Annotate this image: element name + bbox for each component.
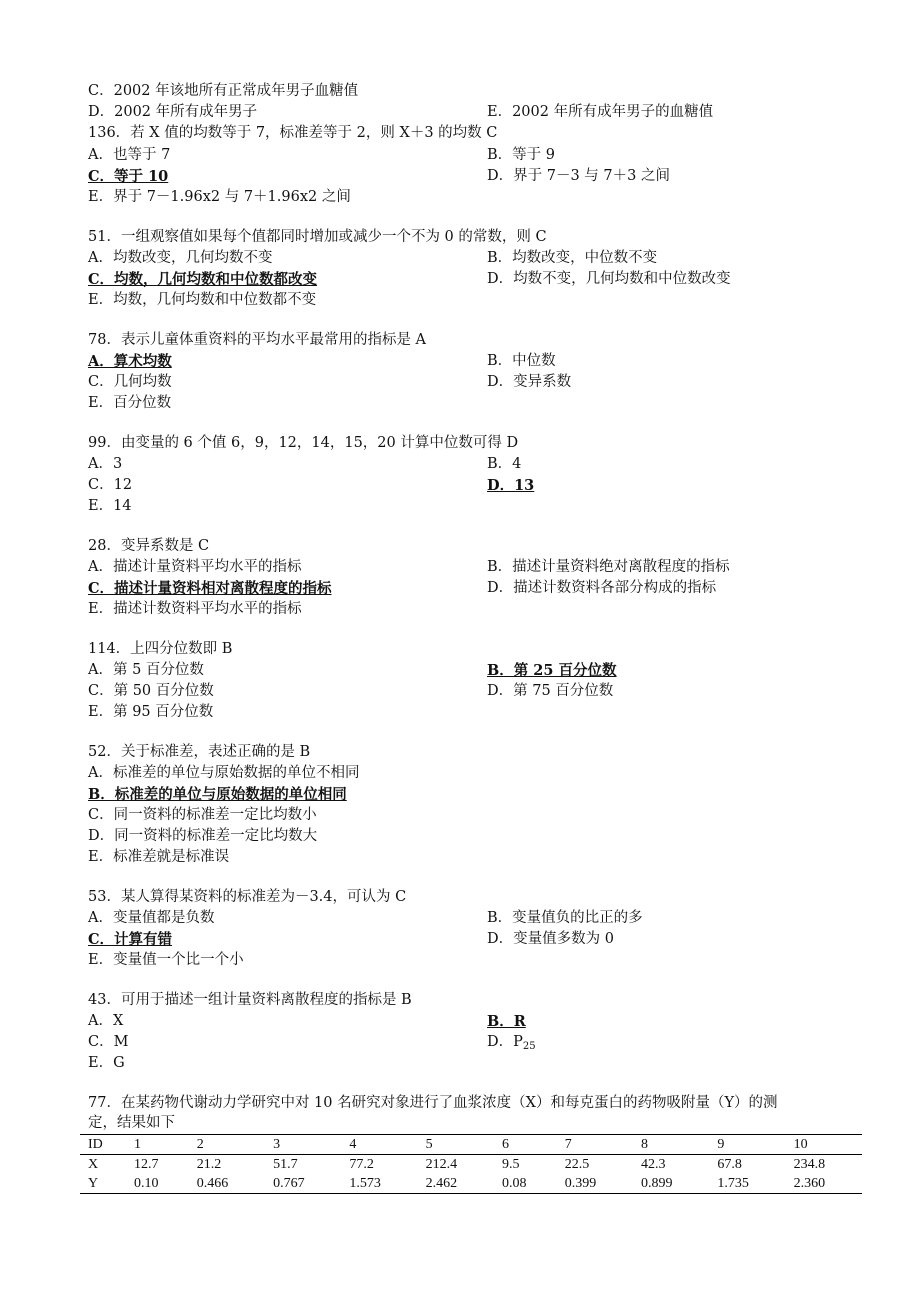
option-e: E．14 xyxy=(88,498,132,514)
option-e: E．百分位数 xyxy=(88,395,172,411)
table-cell: 0.466 xyxy=(189,1174,265,1194)
option-d-label: D．P xyxy=(487,1034,523,1050)
option-d: D．变异系数 xyxy=(487,374,572,390)
option-c: C．2002 年该地所有正常成年男子血糖值 xyxy=(88,83,359,99)
option-e: E．描述计数资料平均水平的指标 xyxy=(88,601,302,617)
option-c: C．第 50 百分位数 xyxy=(88,683,214,699)
table-cell: 0.899 xyxy=(633,1174,709,1194)
table-cell: 4 xyxy=(341,1135,417,1155)
option-c: C．几何均数 xyxy=(88,374,172,390)
question-78-stem: 78．表示儿童体重资料的平均水平最常用的指标是 A xyxy=(88,332,427,348)
table-cell: 42.3 xyxy=(641,1157,666,1172)
table-cell: 12.7 xyxy=(134,1157,159,1172)
option-a-answer: A．算术均数 xyxy=(88,353,172,370)
option-a: A．均数改变，几何均数不变 xyxy=(88,250,273,266)
table-row-y xyxy=(80,1174,862,1194)
option-d-answer: D．13 xyxy=(487,477,535,494)
option-a: A．也等于 7 xyxy=(88,147,171,163)
table-cell: 9 xyxy=(709,1135,785,1155)
option-c-answer: C．均数，几何均数和中位数都改变 xyxy=(88,271,318,288)
table-cell: 0.10 xyxy=(126,1174,189,1194)
option-d: D．第 75 百分位数 xyxy=(487,683,614,699)
option-e: E．第 95 百分位数 xyxy=(88,704,214,720)
option-b: B．均数改变，中位数不变 xyxy=(487,250,658,266)
table-cell: 6 xyxy=(494,1135,557,1155)
table-cell: X xyxy=(88,1157,99,1172)
table-row-x xyxy=(80,1155,862,1175)
option-e: E．变量值一个比一个小 xyxy=(88,952,244,968)
option-a: A．X xyxy=(88,1013,124,1029)
option-c: C．M xyxy=(88,1034,129,1050)
option-e: E．均数，几何均数和中位数都不变 xyxy=(88,292,317,308)
table-cell: 1.573 xyxy=(341,1174,417,1194)
question-51-stem: 51．一组观察值如果每个值都同时增加或减少一个不为 0 的常数，则 C xyxy=(88,229,547,245)
table-cell: 1 xyxy=(126,1135,189,1155)
question-52-stem: 52．关于标准差，表述正确的是 B xyxy=(88,744,311,760)
question-77-stem-line1: 77．在某药物代谢动力学研究中对 10 名研究对象进行了血浆浓度（X）和每克蛋白的药物吸附量（Y）的测 xyxy=(88,1095,778,1111)
table-cell: 212.4 xyxy=(425,1157,458,1172)
option-d: D．2002 年所有成年男子 xyxy=(88,104,258,120)
option-e: E．G xyxy=(88,1055,125,1071)
table-cell: 3 xyxy=(265,1135,341,1155)
option-b: B．描述计量资料绝对离散程度的指标 xyxy=(487,559,730,575)
table-cell: 0.767 xyxy=(265,1174,341,1194)
option-c-answer: C．描述计量资料相对离散程度的指标 xyxy=(88,580,332,597)
table-cell: 5 xyxy=(418,1135,494,1155)
question-114-stem: 114．上四分位数即 B xyxy=(88,641,233,657)
option-d: D．均数不变，几何均数和中位数改变 xyxy=(487,271,731,287)
table-cell: 2 xyxy=(189,1135,265,1155)
option-b: B．变量值负的比正的多 xyxy=(487,910,643,926)
option-b-answer: B．标准差的单位与原始数据的单位相同 xyxy=(88,786,347,803)
table-cell: 10 xyxy=(786,1135,862,1155)
option-a: A．第 5 百分位数 xyxy=(88,662,204,678)
option-d: D．界于 7－3 与 7＋3 之间 xyxy=(487,168,670,184)
option-d: D．描述计数资料各部分构成的指标 xyxy=(487,580,717,596)
table-cell: 0.399 xyxy=(557,1174,633,1194)
table-cell: 0.08 xyxy=(494,1174,557,1194)
option-c-answer: C．计算有错 xyxy=(88,931,173,948)
table-cell: 51.7 xyxy=(273,1157,298,1172)
question-136-stem: 136．若 X 值的均数等于 7，标准差等于 2，则 X＋3 的均数 C xyxy=(88,125,498,141)
question-43-stem: 43．可用于描述一组计量资料离散程度的指标是 B xyxy=(88,992,412,1008)
option-d xyxy=(487,1032,536,1053)
option-c: C．同一资料的标准差一定比均数小 xyxy=(88,807,317,823)
table-cell: 8 xyxy=(633,1135,709,1155)
option-d-subscript: 25 xyxy=(522,1041,536,1052)
option-e: E．标准差就是标准误 xyxy=(88,849,230,865)
question-77-stem-line2: 定，结果如下 xyxy=(88,1115,175,1131)
table-cell: 22.5 xyxy=(564,1157,590,1172)
table-cell: Y xyxy=(80,1174,126,1194)
option-d: D．同一资料的标准差一定比均数大 xyxy=(88,828,318,844)
table-cell: 21.2 xyxy=(196,1157,222,1172)
option-b-answer: B．R xyxy=(487,1013,526,1030)
table-cell: 1.735 xyxy=(709,1174,785,1194)
option-a: A．3 xyxy=(88,456,123,472)
table-cell: 234.8 xyxy=(793,1157,826,1172)
question-53-stem: 53．某人算得某资料的标准差为－3.4，可认为 C xyxy=(88,889,407,905)
table-cell: 9.5 xyxy=(501,1157,520,1172)
table-cell: 2.360 xyxy=(786,1174,862,1194)
table-cell: 7 xyxy=(557,1135,633,1155)
option-c: C．12 xyxy=(88,477,133,493)
data-table xyxy=(80,1134,862,1194)
table-row-id xyxy=(80,1135,862,1155)
option-b: B．中位数 xyxy=(487,353,556,369)
option-b: B．等于 9 xyxy=(487,147,555,163)
table-cell: 77.2 xyxy=(349,1157,374,1172)
option-a: A．描述计量资料平均水平的指标 xyxy=(88,559,302,575)
option-d: D．变量值多数为 0 xyxy=(487,931,614,947)
question-99-stem: 99．由变量的 6 个值 6，9，12，14，15，20 计算中位数可得 D xyxy=(88,435,519,451)
option-b: B．4 xyxy=(487,456,522,472)
table-cell: 67.8 xyxy=(717,1157,742,1172)
option-e: E．界于 7－1.96x2 与 7＋1.96x2 之间 xyxy=(88,189,351,205)
option-c-answer: C．等于 10 xyxy=(88,168,169,185)
table-cell: 2.462 xyxy=(418,1174,494,1194)
table-cell: ID xyxy=(80,1135,126,1155)
option-e: E．2002 年所有成年男子的血糖值 xyxy=(487,104,714,120)
option-b-answer: B．第 25 百分位数 xyxy=(487,662,617,679)
option-a: A．标准差的单位与原始数据的单位不相同 xyxy=(88,765,360,781)
option-a: A．变量值都是负数 xyxy=(88,910,215,926)
question-28-stem: 28．变异系数是 C xyxy=(88,538,210,554)
